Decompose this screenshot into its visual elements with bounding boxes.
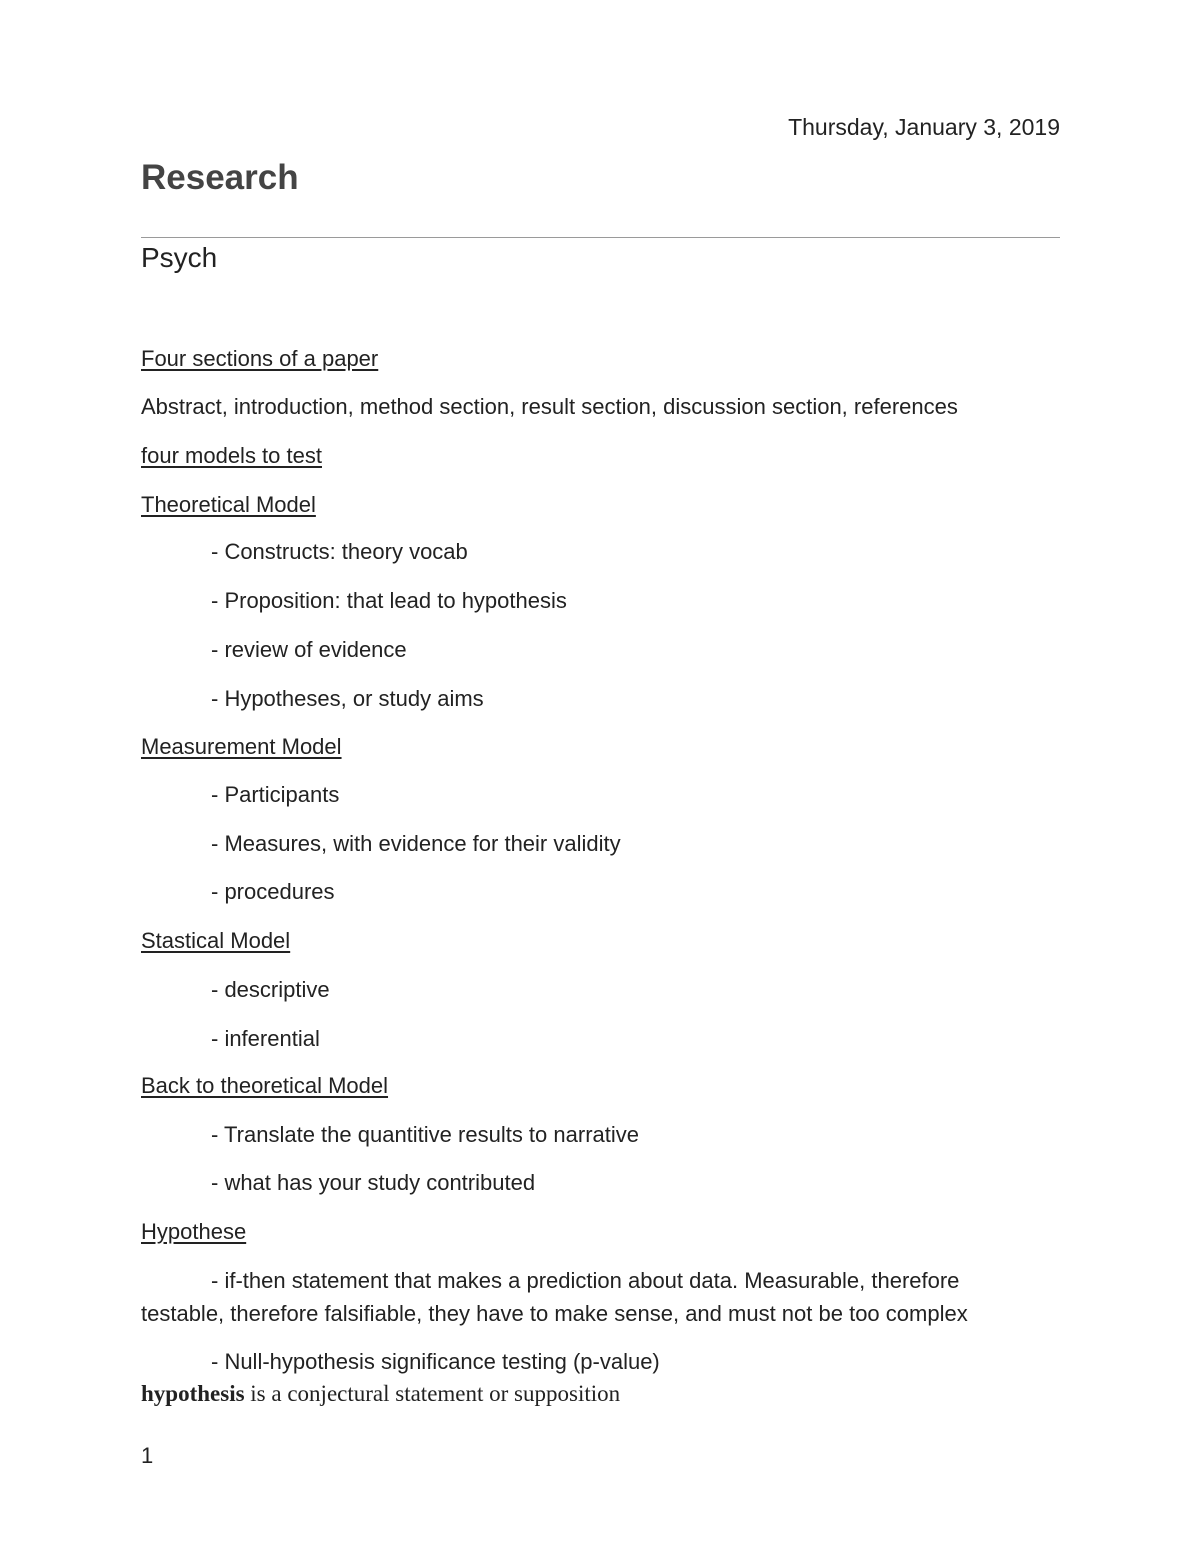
list-item: - Constructs: theory vocab — [211, 539, 468, 564]
list-item: - Null-hypothesis significance testing (p-value) — [211, 1349, 660, 1374]
list-item: - Hypotheses, or study aims — [211, 686, 484, 711]
list-item: - Participants — [211, 782, 340, 807]
document-title: Research — [141, 158, 299, 197]
definition-line — [141, 1381, 620, 1407]
list-item: - Translate the quantitive results to narrative — [211, 1122, 639, 1147]
list-item: - procedures — [211, 879, 335, 904]
definition-term: hypothesis — [141, 1381, 245, 1406]
definition-text: is a conjectural statement or supposition — [244, 1381, 621, 1406]
page-number: 1 — [141, 1443, 154, 1468]
list-item: - Measures, with evidence for their validity — [211, 831, 621, 856]
title-divider — [141, 237, 1060, 238]
heading-hypothese: Hypothese — [141, 1219, 247, 1244]
heading-theoretical-model: Theoretical Model — [141, 492, 316, 517]
heading-measurement-model: Measurement Model — [141, 734, 342, 759]
hypothese-paragraph-text: - if-then statement that makes a prediction about data. Measurable, therefore testable, therefore falsifiable, they have to make sense, and must not be too complex — [141, 1268, 968, 1326]
list-item: - Proposition: that lead to hypothesis — [211, 588, 567, 613]
document-subtitle: Psych — [141, 242, 218, 273]
heading-four-sections: Four sections of a paper — [141, 346, 379, 371]
list-item: - review of evidence — [211, 637, 407, 662]
list-item: - what has your study contributed — [211, 1170, 536, 1195]
document-date: Thursday, January 3, 2019 — [788, 114, 1060, 140]
heading-statistical-model: Stastical Model — [141, 928, 291, 953]
list-item: - inferential — [211, 1026, 320, 1051]
heading-four-models: four models to test — [141, 443, 322, 468]
heading-back-to-theoretical: Back to theoretical Model — [141, 1073, 389, 1098]
sections-list: Abstract, introduction, method section, result section, discussion section, references — [141, 394, 958, 419]
list-item: - descriptive — [211, 977, 330, 1002]
hypothese-paragraph — [141, 1264, 1041, 1330]
